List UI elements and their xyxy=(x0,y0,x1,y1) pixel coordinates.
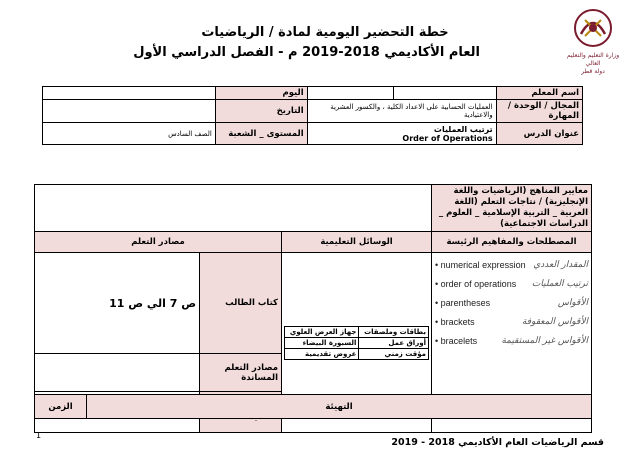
grade-value: الصف السادس xyxy=(43,123,216,145)
term-row xyxy=(435,312,588,331)
logo-text-2: دولة قطر xyxy=(581,68,605,75)
time-label: الزمن xyxy=(35,395,87,419)
sources-header: مصادر التعلم xyxy=(35,232,282,253)
tools-row xyxy=(285,326,429,337)
term-ar: الأقواس xyxy=(557,297,588,308)
ministry-logo xyxy=(564,8,622,75)
term-en: • bracelets xyxy=(435,335,478,346)
qatar-emblem-icon xyxy=(571,8,615,48)
day-label: اليوم xyxy=(215,87,307,100)
tool-item: عروض تقديمية xyxy=(285,348,359,359)
warmup-label: التهيئة xyxy=(87,395,592,419)
tools-header: الوسائل التعليمية xyxy=(282,232,432,253)
tool-item: جهاز العرض العلوي xyxy=(285,326,359,337)
domain-value: العمليات الحسابية على الاعداد الكلية ، والكسور العشرية والاعتيادية xyxy=(307,100,496,123)
lesson-label: عنوان الدرس xyxy=(496,123,582,145)
tool-item: مؤقت زمني xyxy=(359,348,429,359)
term-ar: المقدار العددي xyxy=(533,259,588,270)
footer-text: قسم الرياضيات العام الأكاديمي 2018 - 2019 xyxy=(391,437,604,448)
teacher-value[interactable] xyxy=(394,87,497,100)
tool-item: بطاقات وملصقات xyxy=(359,326,429,337)
day-value[interactable] xyxy=(43,87,216,100)
lesson-title xyxy=(307,123,496,145)
support-sources-value[interactable] xyxy=(35,354,200,392)
student-book-pages: ص 7 الي ص 11 xyxy=(35,253,200,354)
support-sources-label: مصادر التعلم المساندة xyxy=(200,354,282,392)
term-en: • numerical expression xyxy=(435,259,526,270)
lesson-title-ar: ترتيب العمليات xyxy=(433,124,493,134)
term-en: • brackets xyxy=(435,316,475,327)
term-ar: ترتيب العمليات xyxy=(531,278,588,289)
term-row xyxy=(435,293,588,312)
term-row xyxy=(435,331,588,350)
terms-header: المصطلحات والمفاهيم الرئيسة xyxy=(432,232,592,253)
page-number: 1 xyxy=(36,431,42,440)
info-table xyxy=(42,86,583,145)
tools-row xyxy=(285,337,429,348)
term-en: • order of operations xyxy=(435,278,517,289)
lesson-title-en: Order of Operations xyxy=(402,133,493,143)
page-title: خطة التحضير اليومية لمادة / الرياضيات xyxy=(201,25,449,40)
date-label: التاريخ xyxy=(215,100,307,123)
standards-label: معايير المناهج (الرياضيات واللغة الإنجليزية) / نتاجات التعلم (اللغة العربية _ التربية الإسلامية _ العلوم _ الدراسات الاجتماعية) xyxy=(432,185,592,232)
student-book-label: كتاب الطالب xyxy=(200,253,282,354)
term-row xyxy=(435,274,588,293)
tools-row xyxy=(285,348,429,359)
logo-text: وزارة التعليم والتعليم العالي xyxy=(566,52,620,67)
term-ar: الأقواس المعقوفة xyxy=(521,316,588,327)
teacher-label: اسم المعلم xyxy=(496,87,582,100)
date-value[interactable] xyxy=(43,100,216,123)
tools-table xyxy=(284,326,429,360)
standards-value[interactable] xyxy=(35,185,432,232)
term-row xyxy=(435,255,588,274)
tool-item: السبورة البيضاء xyxy=(285,337,359,348)
term-en: • parentheses xyxy=(435,297,491,308)
terms-list xyxy=(435,255,588,350)
warmup-table xyxy=(34,394,592,419)
tool-item: أوراق عمل xyxy=(359,337,429,348)
level-label: المستوى _ الشعبة xyxy=(215,123,307,145)
page-subtitle: العام الأكاديمي 2018-2019 م - الفصل الدراسي الأول xyxy=(133,45,480,60)
term-ar: الأقواس غير المستقيمة xyxy=(501,335,588,346)
domain-label: المجال / الوحدة / المهارة xyxy=(496,100,582,123)
